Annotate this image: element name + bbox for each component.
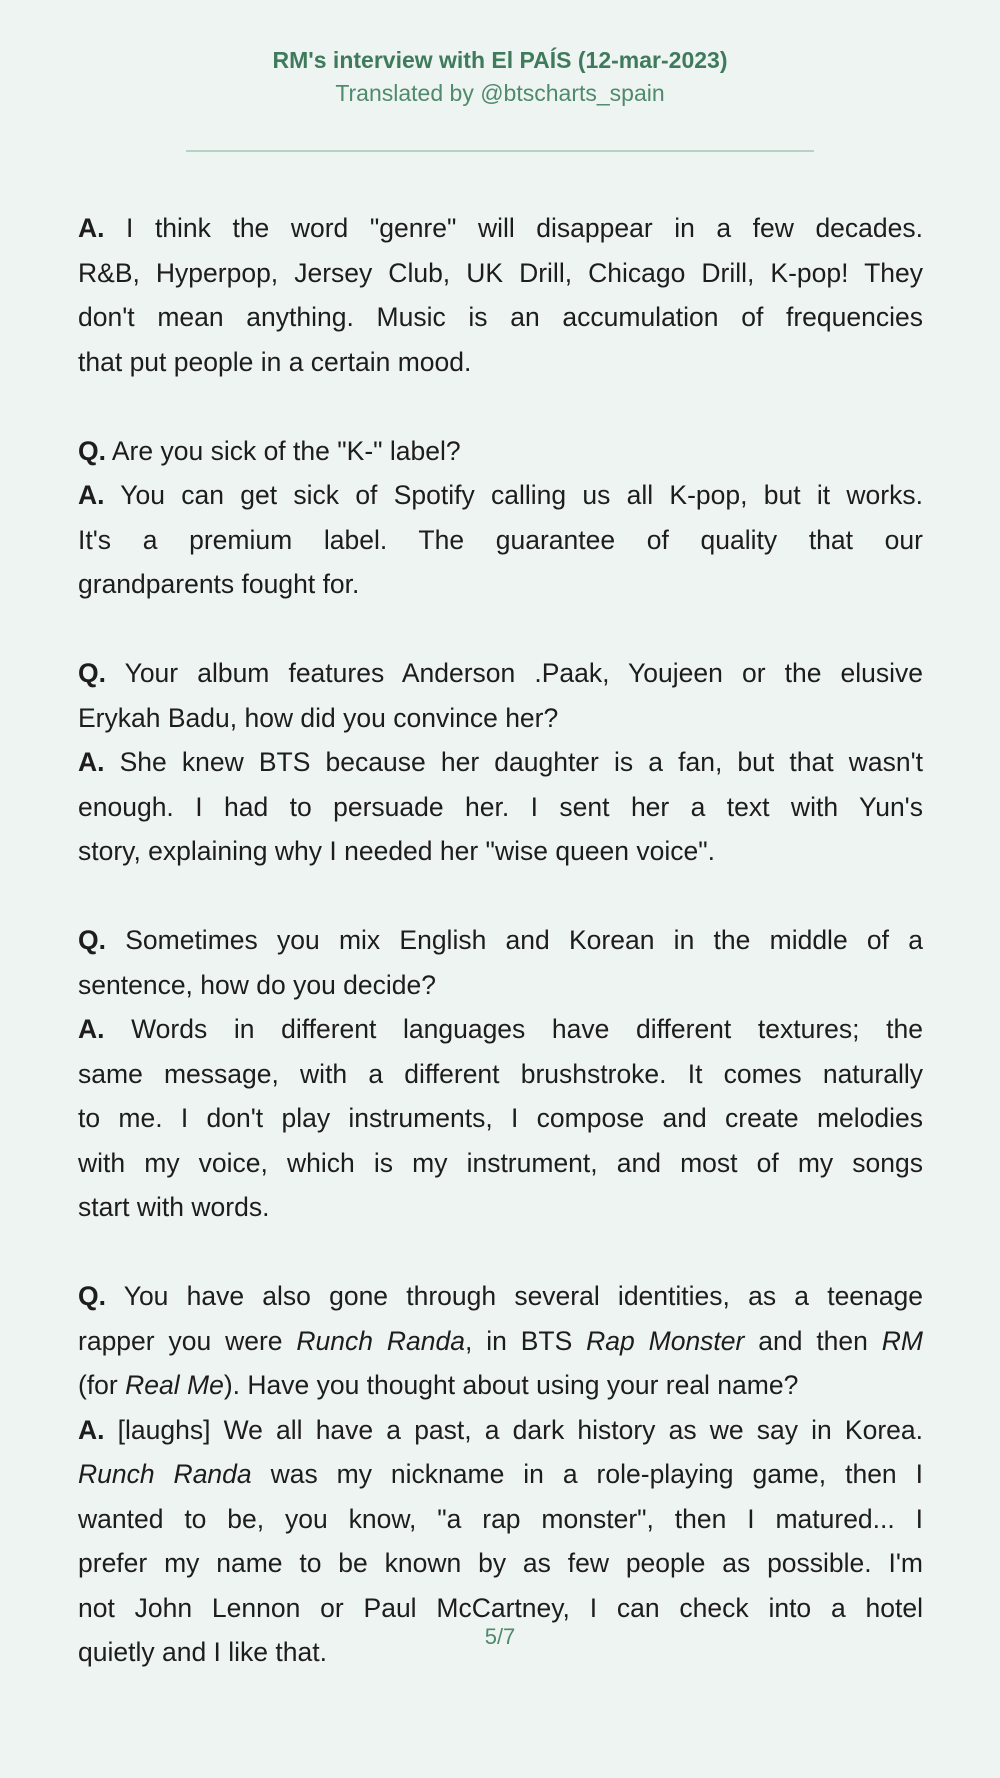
- header: [0, 44, 1000, 110]
- answer-marker: A.: [78, 1414, 105, 1445]
- answer-marker: A.: [78, 213, 105, 243]
- question-line: (for Real Me). Have you thought about using your real name?: [78, 1370, 799, 1400]
- answer-line: same message, with a different brushstroke. It comes naturally: [78, 1058, 923, 1089]
- answer-line: don't mean anything. Music is an accumulation of frequencies: [78, 302, 923, 332]
- divider: [186, 150, 814, 152]
- answer-line: Runch Randa was my nickname in a role-playing game, then I: [78, 1459, 923, 1489]
- answer-line: grandparents fought for.: [78, 569, 360, 599]
- answer-line: with my voice, which is my instrument, and most of my songs: [78, 1147, 923, 1178]
- page-number: 5/7: [484, 1624, 516, 1649]
- answer-line: A. She knew BTS because her daughter is a fan, but that wasn't: [78, 747, 923, 777]
- answer-line: that put people in a certain mood.: [78, 346, 472, 377]
- interview-text: [78, 206, 923, 1719]
- answer-line: wanted to be, you know, "a rap monster", then I matured... I: [78, 1503, 923, 1534]
- question-line: Q. Your album features Anderson .Paak, Youjeen or the elusive: [78, 658, 923, 688]
- answer-line: prefer my name to be known by as few people as possible. I'm: [78, 1548, 923, 1578]
- question-line: Q. Are you sick of the "K-" label?: [78, 435, 461, 466]
- qa-block: [78, 429, 923, 607]
- answer-marker: A.: [78, 1014, 105, 1044]
- translator-credit: Translated by @btscharts_spain: [335, 80, 665, 106]
- question-marker: Q.: [78, 435, 106, 466]
- question-marker: Q.: [78, 925, 106, 955]
- question-marker: Q.: [78, 658, 106, 688]
- answer-line: not John Lennon or Paul McCartney, I can check into a hotel: [78, 1592, 923, 1623]
- question-line: sentence, how do you decide?: [78, 969, 437, 1000]
- answer-marker: A.: [78, 747, 105, 777]
- page-title: RM's interview with El PAÍS (12-mar-2023): [272, 47, 728, 73]
- answer-line: story, explaining why I needed her "wise queen voice".: [78, 836, 716, 866]
- question-line: rapper you were Runch Randa, in BTS Rap Monster and then RM: [78, 1325, 923, 1356]
- qa-block: [78, 651, 923, 874]
- answer-line: enough. I had to persuade her. I sent her a text with Yun's: [78, 791, 923, 822]
- question-line: Q. You have also gone through several identities, as a teenage: [78, 1281, 923, 1311]
- question-marker: Q.: [78, 1281, 106, 1311]
- answer-line: to me. I don't play instruments, I compose and create melodies: [78, 1103, 923, 1133]
- answer-marker: A.: [78, 480, 105, 510]
- answer-line: A. You can get sick of Spotify calling us all K-pop, but it works.: [78, 480, 923, 510]
- answer-line: start with words.: [78, 1192, 270, 1222]
- qa-block: [78, 1274, 923, 1675]
- answer-line: It's a premium label. The guarantee of quality that our: [78, 524, 923, 555]
- answer-line: A. I think the word "genre" will disappear in a few decades.: [78, 213, 923, 243]
- answer-line: quietly and I like that.: [78, 1637, 327, 1667]
- answer-line: A. [laughs] We all have a past, a dark history as we say in Korea.: [78, 1414, 923, 1445]
- answer-line: A. Words in different languages have different textures; the: [78, 1014, 923, 1044]
- qa-block: [78, 918, 923, 1230]
- answer-block: [78, 206, 923, 384]
- answer-line: R&B, Hyperpop, Jersey Club, UK Drill, Chicago Drill, K-pop! They: [78, 257, 923, 288]
- question-line: Erykah Badu, how did you convince her?: [78, 702, 559, 733]
- question-line: Q. Sometimes you mix English and Korean in the middle of a: [78, 925, 923, 955]
